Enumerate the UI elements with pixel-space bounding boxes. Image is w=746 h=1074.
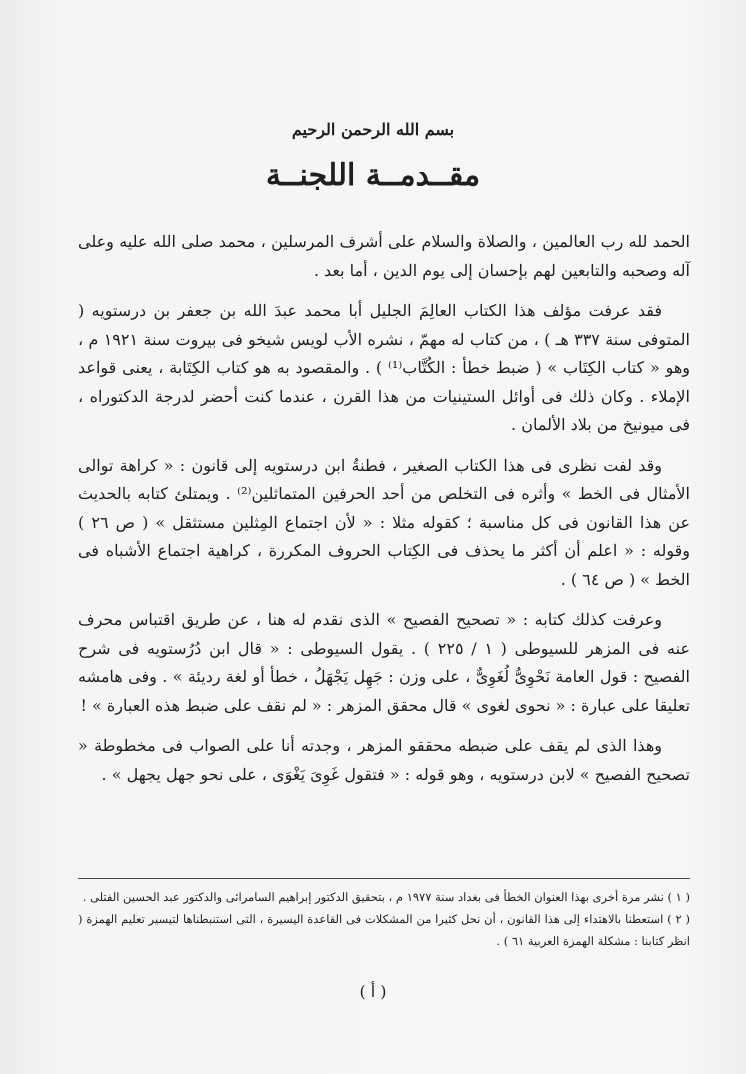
paragraph: فقد عرفت مؤلف هذا الكتاب العالِمَ الجليل أبا محمد عبدَ الله بن جعفر بن درستويه ( المتوفى سنة ٣٣٧ هـ ) ، من كتاب له مهمّ ، نشره الأب لويس شيخو فى بيروت سنة ١٩٢١ م ، وهو « كتاب الكِتَاب » ( ضبط خطأ : الكُتَّاب⁽¹⁾ ) . والمقصود به هو كتاب الكِتَابة ، يعنى قواعد الإملاء . وكان ذلك فى أوائل الستينيات من هذا القرن ، عندما كنت أحضر لدرجة الدكتوراه ، فى ميونيخ من بلاد الألمان . bbox=[78, 301, 691, 434]
footnote: ( ٢ ) استعطنا بالاهتداء إلى هذا القانون ، أن نحل كثيرا من المشكلات فى القاعدة اليسيرة ، التى استنبطناها لتيسير تعليم الهمزة ( انظر كتابنا : مشكلة الهمزة العربية ٦١ ) . bbox=[78, 912, 690, 948]
footnote: ( ١ ) نشر مرة أخرى بهذا العنوان الخطأ فى بغداد سنة ١٩٧٧ م ، بتحقيق الدكتور إبراهيم السامرائى والدكتور عبد الحسين الفتلى . bbox=[82, 890, 690, 904]
paragraph: الحمد لله رب العالمين ، والصلاة والسلام على أشرف المرسلين ، محمد صلى الله عليه وعلى آله وصحبه والتابعين لهم بإحسان إلى يوم الدين ، أما بعد . bbox=[78, 232, 690, 280]
body-text bbox=[78, 228, 690, 801]
page-number: ( أ ) bbox=[359, 982, 387, 1001]
paragraph: وعرفت كذلك كتابه : « تصحيح الفصيح » الذى نقدم له هنا ، عن طريق اقتباس محرف عنه فى المزهر للسيوطى ( ١ / ٢٢٥ ) . يقول السيوطى : « قال ابن دُرُستويه فى شرح الفصيح : قول العامة نَحْوِىُّ لُغَوِىٌّ ، على وزن : جَهِل يَجْهَلُ ، خطأ أو لغة رديئة » . وفى هامشه تعليقا على عبارة : « نحوى لغوى » قال محقق المزهر : « لم نقف على ضبط هذه العبارة » ! bbox=[78, 610, 690, 715]
paragraph: وقد لفت نظرى فى هذا الكتاب الصغير ، فطنةُ ابن درستويه إلى قانون : « كراهة توالى الأمثال فى الخط » وأثره فى التخلص من أحد الحرفين المتماثلين⁽²⁾ . ويمتلئ كتابه بالحديث عن هذا القانون فى كل مناسبة ؛ كقوله مثلا : « لأن اجتماع المِثلين مستثقل » ( ص ٢٦ ) وقوله : « اعلم أن أكثر ما يحذف فى الكِتاب الحروف المكررة ، كراهية اجتماع الأشباه فى الخط » ( ص ٦٤ ) . bbox=[78, 455, 690, 589]
basmala: بسم الله الرحمن الرحيم bbox=[291, 120, 455, 139]
footnote-divider bbox=[78, 878, 690, 879]
page-title: مقــدمــة اللجنــة bbox=[265, 158, 481, 193]
show-through-text bbox=[60, 60, 706, 230]
paragraph: وهذا الذى لم يقف على ضبطه محققو المزهر ، وجدته أنا على الصواب فى مخطوطة « تصحيح الفصيح » لابن درستويه ، وهو قوله : « فتقول غَوِىَ يَغْوَى ، على نحو جهل يجهل » . bbox=[78, 736, 690, 784]
footnotes bbox=[78, 886, 690, 952]
